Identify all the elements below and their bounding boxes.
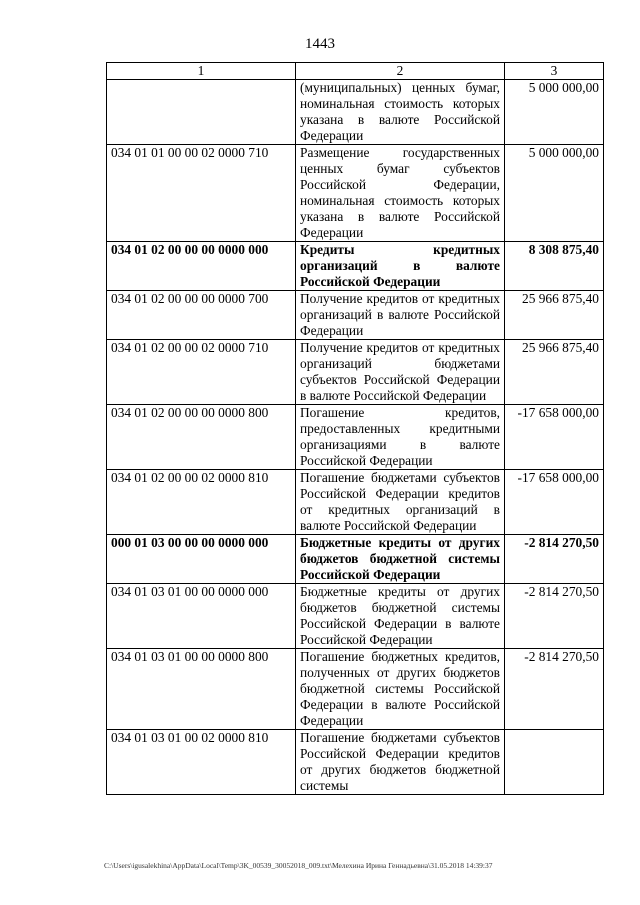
code-cell: 000 01 03 00 00 00 0000 000 [107,535,296,584]
description-cell: Бюджетные кредиты от других бюджетов бюджетной системы Российской Федерации в валюте Российской Федерации [296,584,505,649]
amount-cell: -17 658 000,00 [505,405,604,470]
description-cell: Погашение бюджетных кредитов, полученных от других бюджетов бюджетной системы Российской Федерации в валюте Российской Федерации [296,649,505,730]
description-cell: Кредиты кредитных организаций в валюте Российской Федерации [296,242,505,291]
table-header-row [107,63,604,80]
table-row [107,730,604,795]
code-cell: 034 01 03 01 00 00 0000 800 [107,649,296,730]
table-row [107,291,604,340]
budget-table [106,62,604,795]
amount-cell: -2 814 270,50 [505,584,604,649]
header-col-2: 2 [296,63,505,80]
table-row [107,340,604,405]
table-row [107,649,604,730]
description-cell: (муниципальных) ценных бумаг, номинальная стоимость которых указана в валюте Российской Федерации [296,80,505,145]
description-cell: Бюджетные кредиты от других бюджетов бюджетной системы Российской Федерации [296,535,505,584]
code-cell: 034 01 02 00 00 00 0000 800 [107,405,296,470]
description-cell: Погашение кредитов, предоставленных кредитными организациями в валюте Российской Федерации [296,405,505,470]
header-col-1: 1 [107,63,296,80]
code-cell: 034 01 03 01 00 00 0000 000 [107,584,296,649]
amount-cell: 25 966 875,40 [505,291,604,340]
description-cell: Получение кредитов от кредитных организаций в валюте Российской Федерации [296,291,505,340]
footer-file-path: C:\Users\igusalekhina\AppData\Local\Temp\3K_00539_30052018_009.txt\Мелехина Ирина Геннадьевна\31.05.2018 14:39:37 [104,861,493,870]
amount-cell [505,730,604,795]
amount-cell: -2 814 270,50 [505,649,604,730]
header-col-3: 3 [505,63,604,80]
amount-cell: -17 658 000,00 [505,470,604,535]
code-cell: 034 01 03 01 00 02 0000 810 [107,730,296,795]
code-cell [107,80,296,145]
table-row [107,535,604,584]
amount-cell: 5 000 000,00 [505,145,604,242]
table-row [107,405,604,470]
table-row [107,80,604,145]
amount-cell: 25 966 875,40 [505,340,604,405]
code-cell: 034 01 02 00 00 00 0000 000 [107,242,296,291]
amount-cell: 5 000 000,00 [505,80,604,145]
code-cell: 034 01 02 00 00 02 0000 810 [107,470,296,535]
table-row [107,145,604,242]
amount-cell: -2 814 270,50 [505,535,604,584]
table-row [107,584,604,649]
table-row [107,470,604,535]
table-row [107,242,604,291]
description-cell: Размещение государственных ценных бумаг субъектов Российской Федерации, номинальная стоимость которых указана в валюте Российской Федерации [296,145,505,242]
description-cell: Получение кредитов от кредитных организаций бюджетами субъектов Российской Федерации в валюте Российской Федерации [296,340,505,405]
code-cell: 034 01 01 00 00 02 0000 710 [107,145,296,242]
description-cell: Погашение бюджетами субъектов Российской Федерации кредитов от кредитных организаций в валюте Российской Федерации [296,470,505,535]
code-cell: 034 01 02 00 00 02 0000 710 [107,340,296,405]
description-cell: Погашение бюджетами субъектов Российской Федерации кредитов от других бюджетов бюджетной системы [296,730,505,795]
code-cell: 034 01 02 00 00 00 0000 700 [107,291,296,340]
amount-cell: 8 308 875,40 [505,242,604,291]
page-number: 1443 [305,36,335,52]
